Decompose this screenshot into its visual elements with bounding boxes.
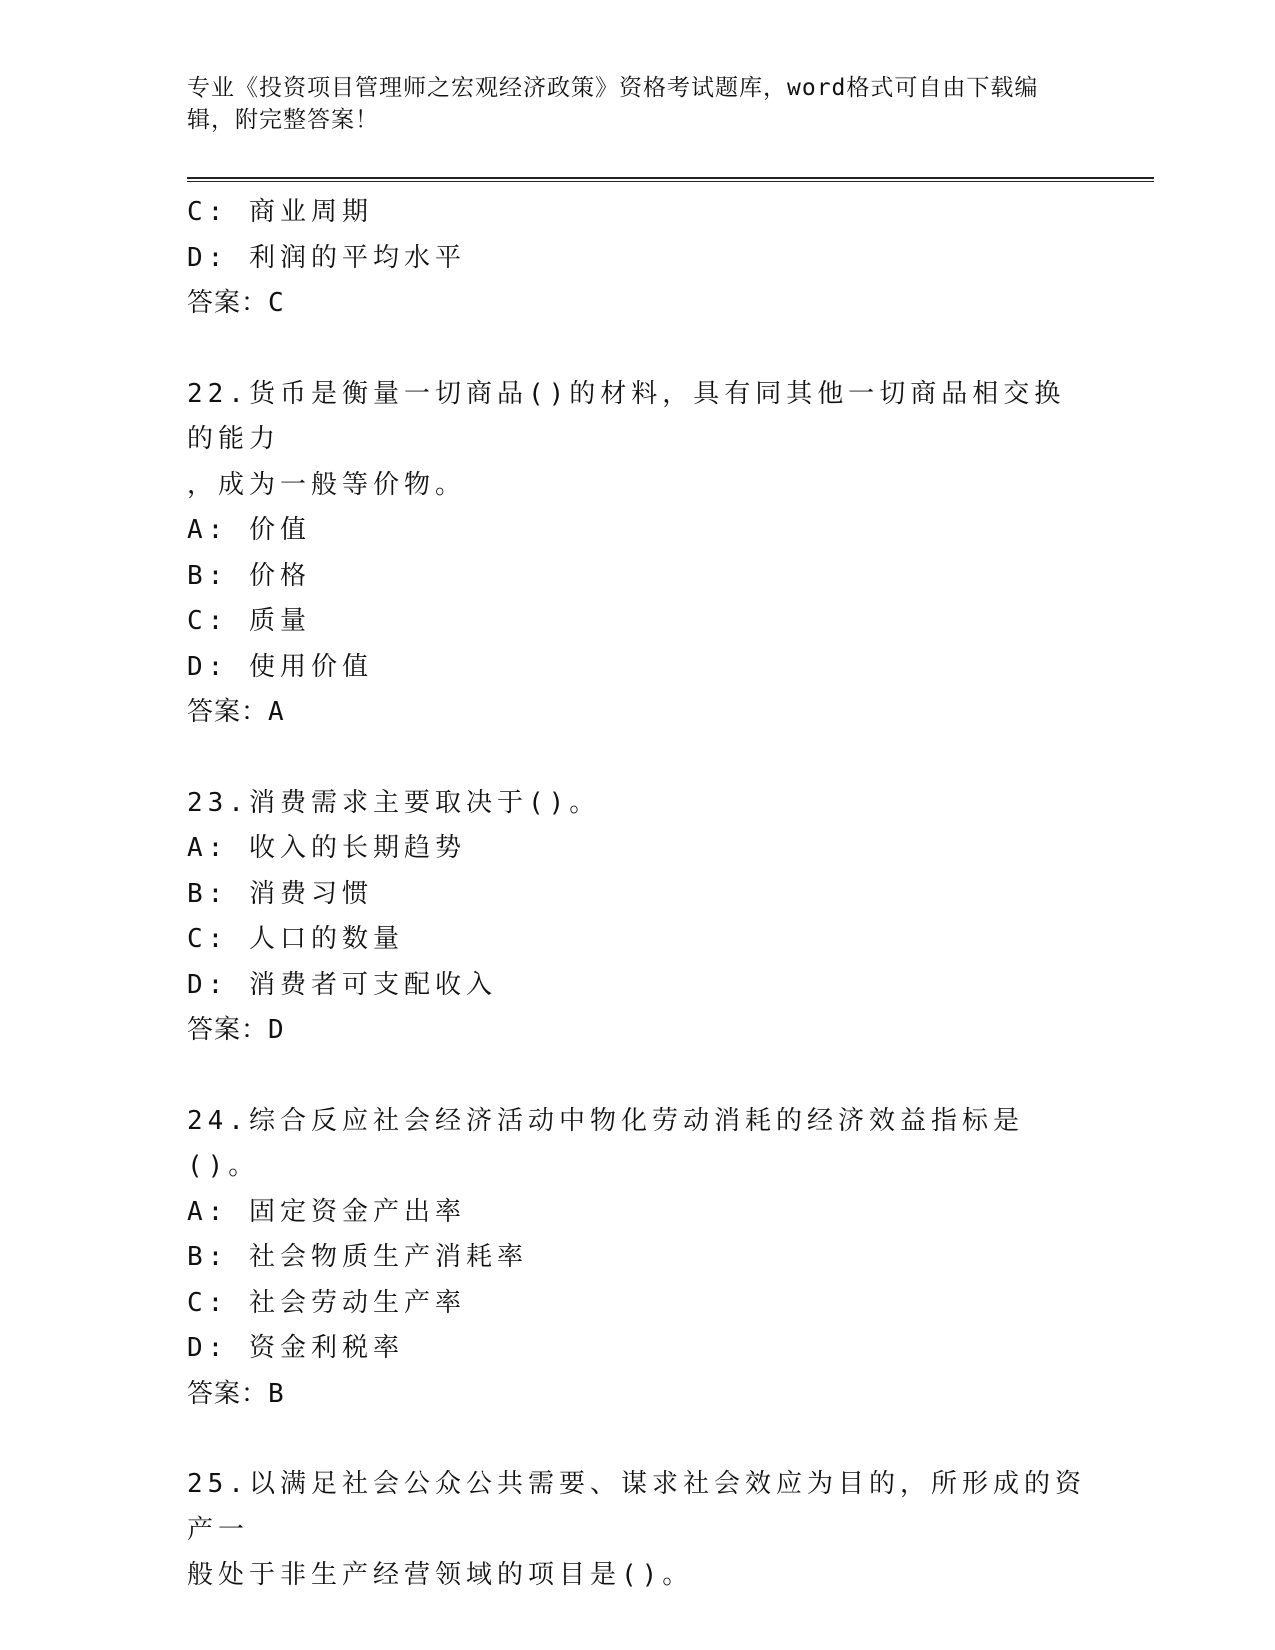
stem-line: 般处于非生产经营领域的项目是()。: [187, 1560, 694, 1590]
option-label: D:: [187, 969, 229, 1000]
option-label: C:: [187, 197, 229, 227]
option-label: A:: [187, 515, 229, 545]
answer-label: 答案：: [187, 1015, 269, 1045]
stem-line: ，成为一般等价物。: [187, 469, 467, 500]
option-d: [187, 963, 1087, 1009]
option-text: 社会物质生产消耗率: [248, 1242, 528, 1272]
option-b: [187, 872, 1087, 918]
option-a: [187, 826, 1087, 872]
option-text: 人口的数量: [248, 924, 404, 954]
document-header: 专业《投资项目管理师之宏观经济政策》资格考试题库，word格式可自由下载编辑，附完整答案！: [187, 75, 1039, 133]
answer-line: [187, 281, 1087, 327]
option-text: 收入的长期趋势: [248, 833, 466, 863]
option-label: D:: [187, 242, 229, 273]
option-label: C:: [187, 924, 229, 954]
answer-value: C: [268, 288, 285, 318]
answer-value: D: [268, 1015, 285, 1045]
question-21-continued: [187, 190, 1087, 327]
question-22: [187, 372, 1087, 736]
option-label: A:: [187, 833, 229, 863]
answer-line: [187, 1372, 1087, 1418]
question-stem: [187, 781, 1087, 827]
option-text: 资金利税率: [248, 1333, 404, 1363]
stem-line: 25.以满足社会公众公共需要、谋求社会效应为目的，所形成的资产一: [187, 1469, 1086, 1545]
option-text: 利润的平均水平: [248, 242, 466, 273]
option-text: 消费习惯: [248, 878, 373, 909]
stem-line: 22.货币是衡量一切商品()的材料，具有同其他一切商品相交换的能力: [187, 378, 1066, 454]
option-c: [187, 190, 1087, 236]
header-divider: [187, 177, 1154, 182]
option-text: 价值: [248, 515, 311, 545]
answer-label: 答案：: [187, 288, 269, 318]
option-label: B:: [187, 1242, 229, 1272]
question-stem: [187, 1462, 1087, 1599]
answer-line: [187, 690, 1087, 736]
question-25: [187, 1462, 1087, 1599]
question-24: [187, 1099, 1087, 1418]
answer-value: B: [268, 1378, 285, 1409]
stem-line: 24.综合反应社会经济活动中物化劳动消耗的经济效益指标是()。: [187, 1105, 1024, 1181]
option-b: [187, 554, 1087, 600]
question-stem: [187, 372, 1087, 509]
option-label: D:: [187, 651, 229, 682]
option-label: C:: [187, 606, 229, 636]
option-text: 价格: [248, 560, 311, 591]
option-b: [187, 1235, 1087, 1281]
option-label: D:: [187, 1333, 229, 1363]
option-c: [187, 1281, 1087, 1327]
option-d: [187, 1326, 1087, 1372]
option-a: [187, 508, 1087, 554]
option-label: A:: [187, 1196, 229, 1227]
answer-value: A: [268, 697, 285, 727]
question-stem: [187, 1099, 1087, 1190]
option-text: 消费者可支配收入: [248, 969, 497, 1000]
option-text: 使用价值: [248, 651, 373, 682]
option-d: [187, 645, 1087, 691]
answer-label: 答案：: [187, 1378, 269, 1409]
question-list: [187, 190, 1087, 1599]
stem-line: 23.消费需求主要取决于()。: [187, 787, 601, 818]
answer-label: 答案：: [187, 697, 269, 727]
option-text: 社会劳动生产率: [248, 1287, 466, 1318]
option-label: C:: [187, 1287, 229, 1318]
option-label: B:: [187, 560, 229, 591]
option-text: 质量: [248, 606, 311, 636]
option-a: [187, 1190, 1087, 1236]
question-23: [187, 781, 1087, 1054]
option-text: 固定资金产出率: [248, 1196, 466, 1227]
option-label: B:: [187, 878, 229, 909]
option-c: [187, 599, 1087, 645]
option-d: [187, 236, 1087, 282]
option-text: 商业周期: [248, 197, 373, 227]
answer-line: [187, 1008, 1087, 1054]
option-c: [187, 917, 1087, 963]
